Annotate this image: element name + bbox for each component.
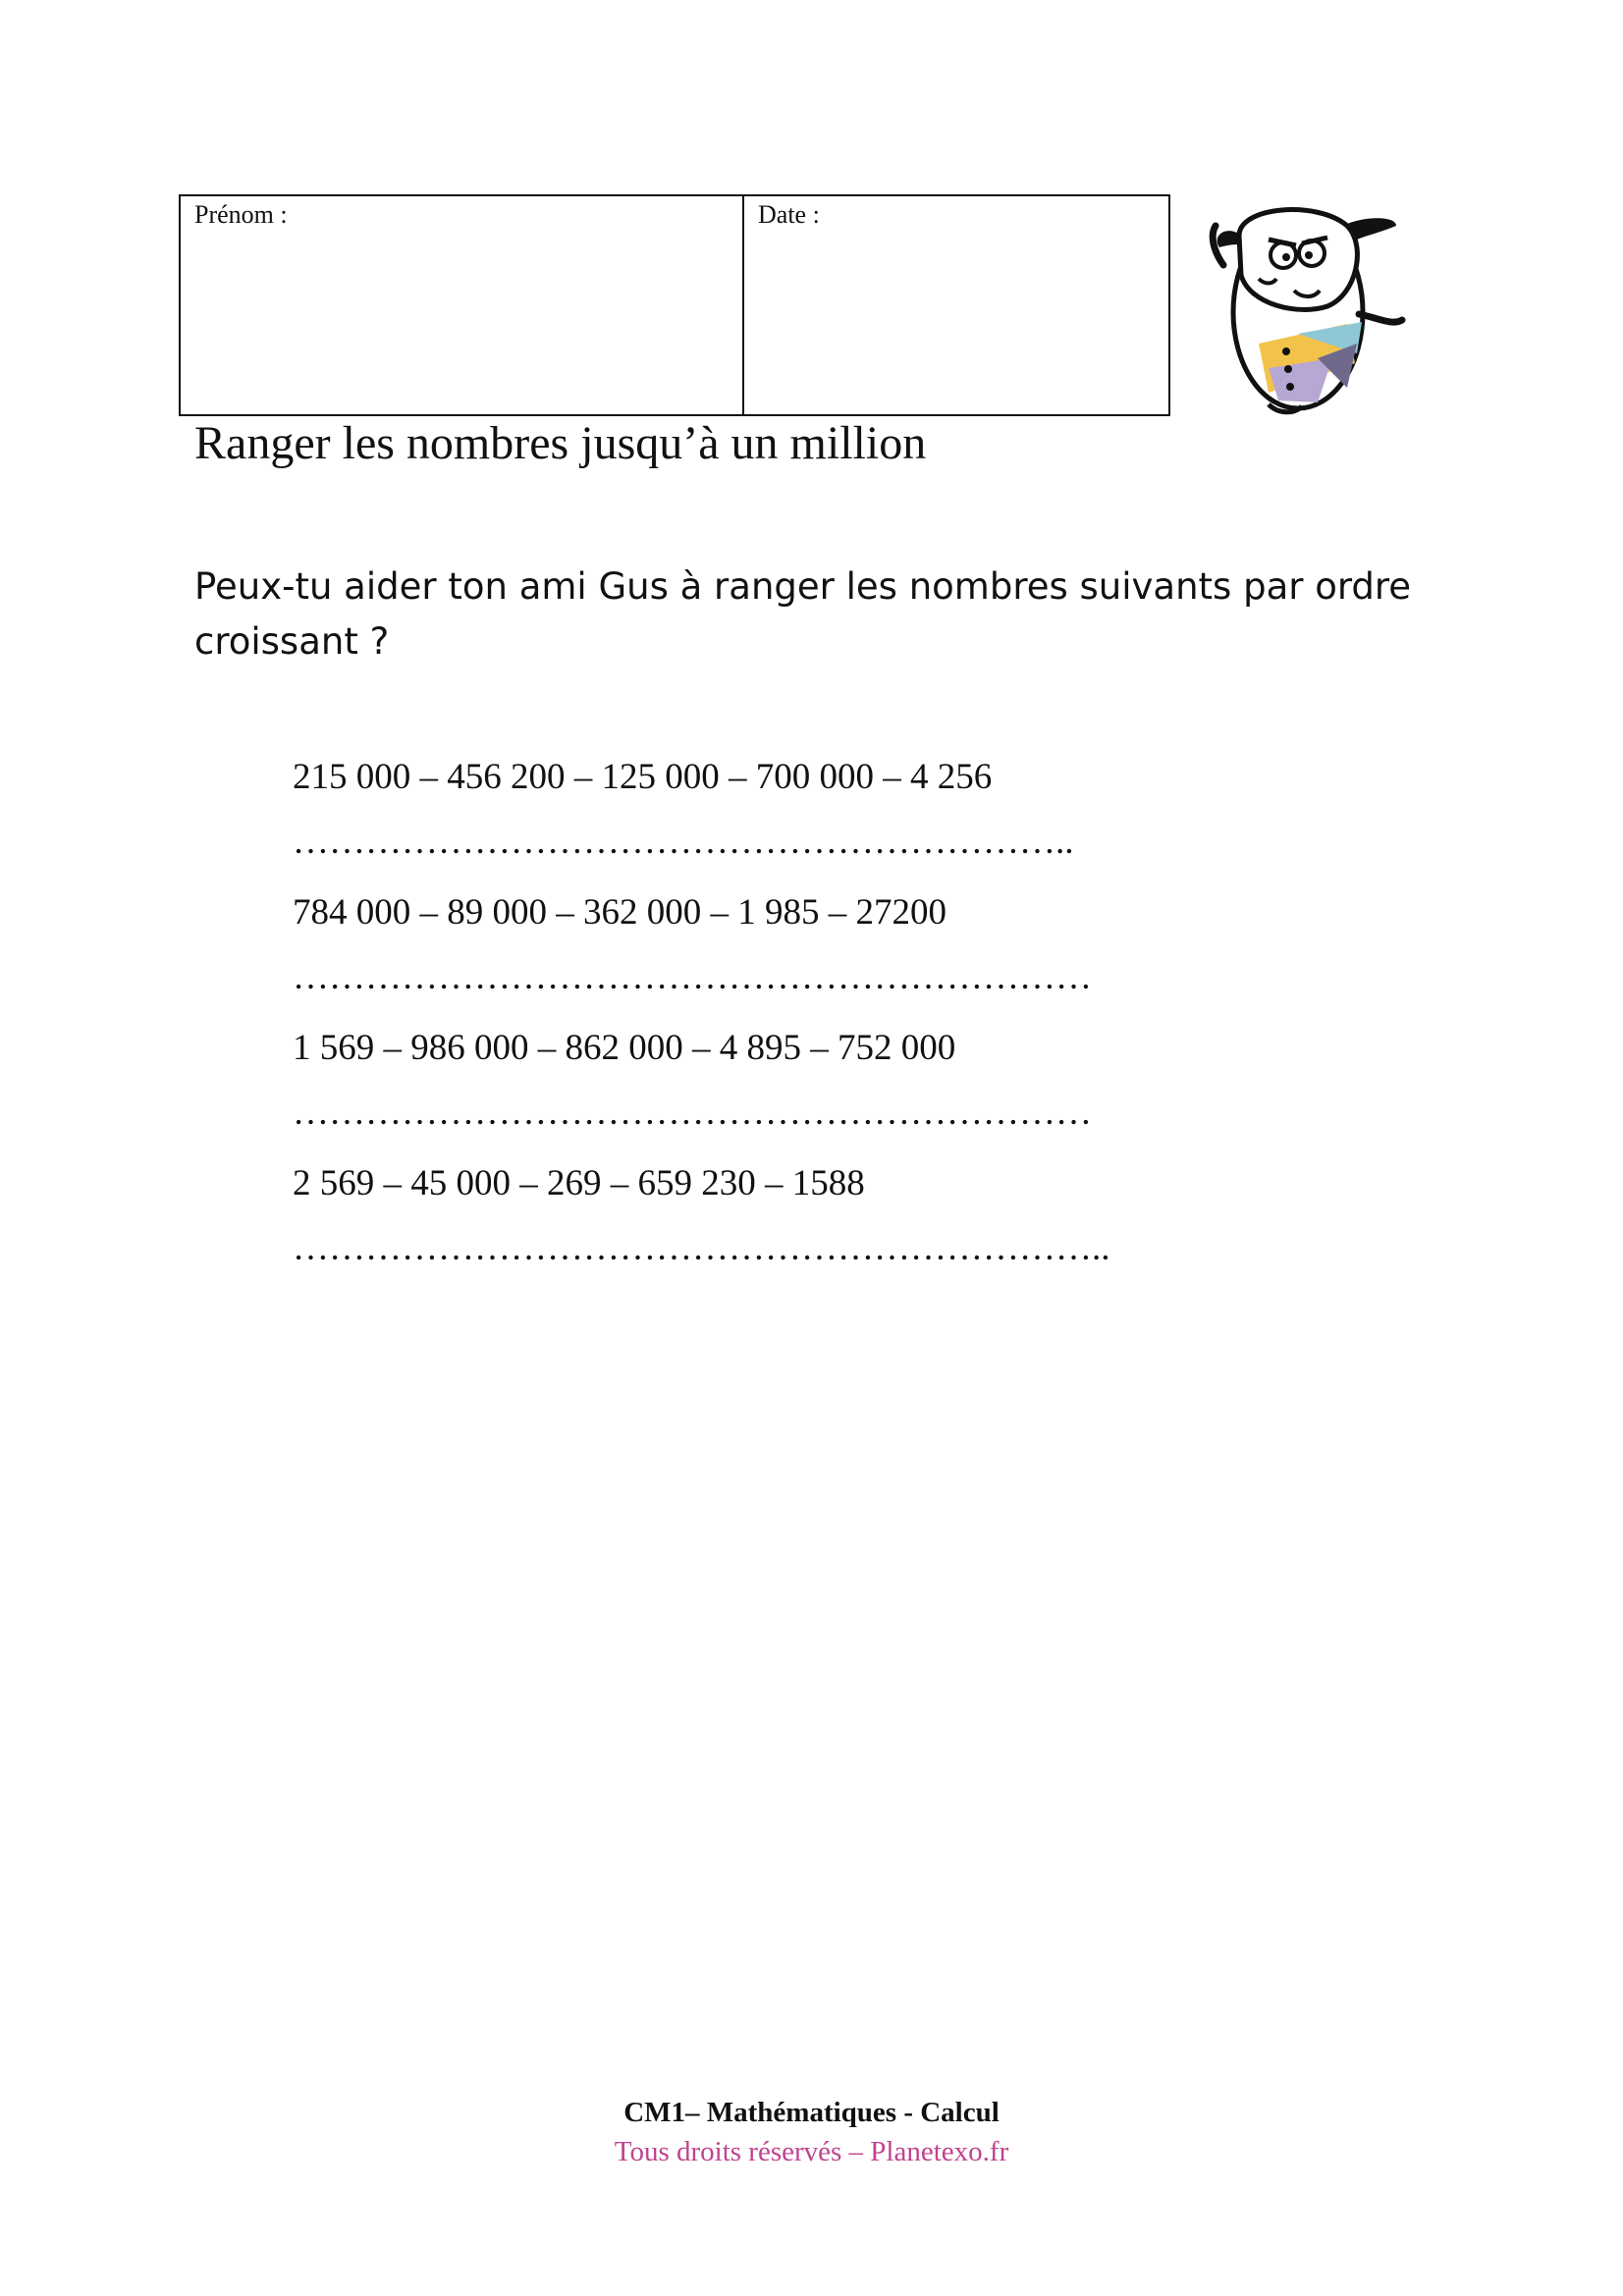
student-info-box (179, 194, 1170, 416)
answer-line[interactable]: ………………………………………………………… (293, 1093, 1092, 1133)
name-field[interactable] (181, 196, 744, 414)
exercise-item (293, 748, 1274, 883)
instruction-text: Peux-tu aider ton ami Gus à ranger les nombres suivants par ordre croissant ? (194, 565, 1412, 663)
page-title: Ranger les nombres jusqu’à un million (194, 417, 927, 469)
answer-line[interactable]: ……………………………………………………….. (293, 822, 1074, 862)
answer-line[interactable]: ………………………………………………………….. (293, 1228, 1110, 1268)
footer-rights: Tous droits réservés – Planetexo.fr (614, 2136, 1009, 2167)
number-sequence: 784 000 – 89 000 – 362 000 – 1 985 – 27200 (293, 892, 947, 933)
name-label: Prénom : (194, 200, 288, 229)
date-field[interactable] (744, 196, 1168, 414)
date-label: Date : (758, 200, 820, 229)
footer-course: CM1– Mathématiques - Calcul (623, 2097, 1000, 2128)
number-sequence: 1 569 – 986 000 – 862 000 – 4 895 – 752 000 (293, 1028, 956, 1068)
number-sequence: 2 569 – 45 000 – 269 – 659 230 – 1588 (293, 1163, 865, 1203)
exercise-item (293, 1019, 1274, 1154)
number-sequence: 215 000 – 456 200 – 125 000 – 700 000 – 4 256 (293, 757, 993, 797)
exercise-item (293, 1154, 1274, 1290)
answer-line[interactable]: ………………………………………………………… (293, 957, 1092, 997)
gus-sheep-mascot-icon (1200, 196, 1412, 416)
exercise-list (293, 748, 1274, 1290)
exercise-item (293, 883, 1274, 1019)
